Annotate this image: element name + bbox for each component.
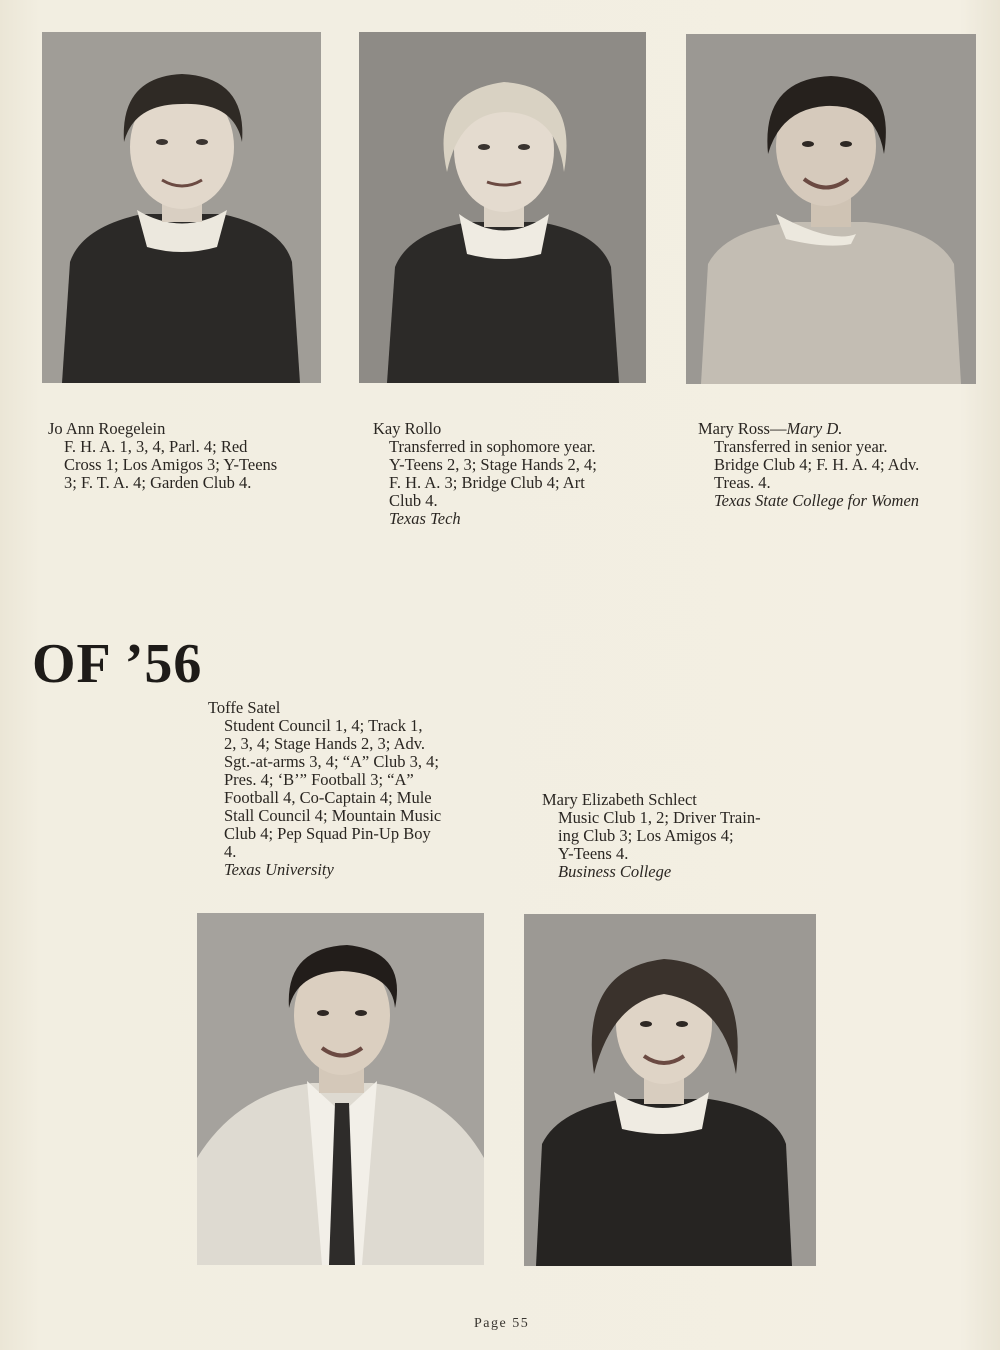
activity-line: Football 4, Co-Captain 4; Mule xyxy=(224,788,432,807)
portrait-photo-schlect xyxy=(524,914,816,1266)
activity-line: Student Council 1, 4; Track 1, xyxy=(224,716,423,735)
college-name: Texas Tech xyxy=(389,509,461,528)
activity-line: Transferred in sophomore year. xyxy=(389,437,596,456)
activity-line: Sgt.-at-arms 3, 4; “A” Club 3, 4; xyxy=(224,752,439,771)
activity-line: Y-Teens 4. xyxy=(558,844,629,863)
student-nickname: Mary D. xyxy=(786,419,843,438)
activity-line: Pres. 4; ‘B’” Football 3; “A” xyxy=(224,770,414,789)
student-entry-roegelein xyxy=(48,420,313,492)
activity-line: ing Club 3; Los Amigos 4; xyxy=(558,826,734,845)
student-name: Kay Rollo xyxy=(373,419,442,438)
student-name: Toffe Satel xyxy=(208,698,281,717)
student-entry-rollo xyxy=(373,420,648,528)
activity-line: Club 4. xyxy=(389,491,438,510)
student-name: Mary Elizabeth Schlect xyxy=(542,790,697,809)
portrait-photo-ross xyxy=(686,34,976,384)
activity-line: Stall Council 4; Mountain Music xyxy=(224,806,442,825)
activity-line: 4. xyxy=(224,842,237,861)
college-name: Texas State College for Women xyxy=(714,491,920,510)
class-year-heading: OF ’56 xyxy=(32,633,203,695)
student-entry-ross xyxy=(698,420,983,510)
student-name: Mary Ross—Mary D. xyxy=(698,419,843,438)
portrait-photo-roegelein xyxy=(42,32,321,383)
activity-line: Y-Teens 2, 3; Stage Hands 2, 4; xyxy=(389,455,597,474)
activity-line: Bridge Club 4; F. H. A. 4; Adv. xyxy=(714,455,920,474)
student-entry-schlect xyxy=(542,791,817,881)
activity-line: Music Club 1, 2; Driver Train- xyxy=(558,808,761,827)
college-name: Texas University xyxy=(224,860,334,879)
portrait-photo-rollo xyxy=(359,32,646,383)
activity-line: Club 4; Pep Squad Pin-Up Boy xyxy=(224,824,431,843)
activity-line: 3; F. T. A. 4; Garden Club 4. xyxy=(64,473,252,492)
activity-line: Treas. 4. xyxy=(714,473,771,492)
activity-line: Transferred in senior year. xyxy=(714,437,888,456)
activity-line: 2, 3, 4; Stage Hands 2, 3; Adv. xyxy=(224,734,426,753)
page-number: Page 55 xyxy=(474,1316,530,1331)
student-name: Jo Ann Roegelein xyxy=(48,419,166,438)
college-name: Business College xyxy=(558,862,672,881)
activity-line: F. H. A. 1, 3, 4, Parl. 4; Red xyxy=(64,437,248,456)
student-entry-satel xyxy=(208,699,488,879)
activity-line: Cross 1; Los Amigos 3; Y-Teens xyxy=(64,455,278,474)
activity-line: F. H. A. 3; Bridge Club 4; Art xyxy=(389,473,585,492)
portrait-photo-satel xyxy=(197,913,484,1265)
